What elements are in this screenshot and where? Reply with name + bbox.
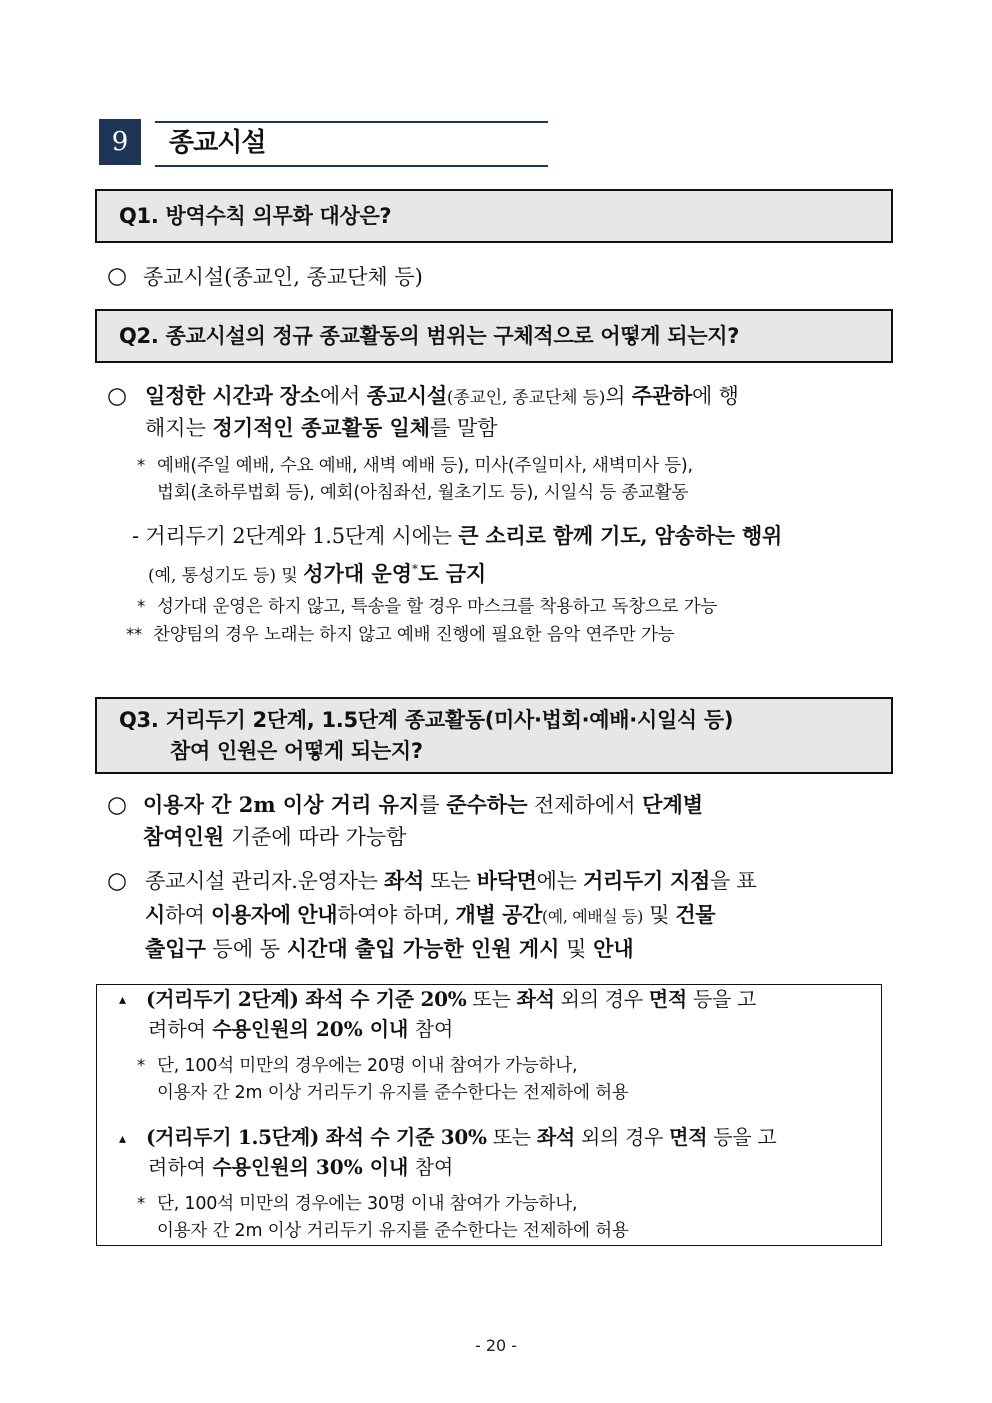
q2-note2: 성가대 운영은 하지 않고, 특송을 할 경우 마스크를 착용하고 독창으로 가능 — [157, 597, 718, 617]
text-bold: (거리두기 1.5단계) 좌석 수 기준 30% — [146, 1125, 487, 1149]
text: 려하여 — [148, 1017, 213, 1041]
text-bold: 주관하 — [631, 383, 693, 408]
text-bold: 이용자 간 2m 이상 거리 유지 — [143, 792, 420, 817]
text: 등에 동 — [205, 937, 287, 961]
text: 등을 고 — [707, 1125, 777, 1149]
q2-dash-line2 — [148, 554, 486, 591]
text: 의 — [605, 384, 632, 408]
box-item1-line2 — [148, 1014, 453, 1044]
text-bold: 이용자에 안내 — [210, 902, 338, 927]
section-number-badge: 9 — [99, 119, 141, 165]
q3-answer1-line1 — [143, 790, 703, 820]
text: 를 — [419, 793, 447, 817]
text: 참여 — [408, 1017, 454, 1041]
text-bold: 시 — [145, 902, 165, 927]
text-bold: 면적 — [648, 987, 687, 1011]
q2-dash-line1 — [132, 521, 782, 551]
text: 려하여 — [148, 1155, 213, 1179]
note-asterisk: * — [137, 597, 146, 616]
circle-bullet-icon: ○ — [107, 383, 128, 409]
page-number: - 20 - — [474, 1336, 518, 1355]
q3-answer2-line1 — [145, 866, 756, 896]
text-bold: 안내 — [593, 936, 634, 961]
q2-answer-line1 — [145, 381, 739, 413]
text: 등을 고 — [686, 987, 757, 1011]
text-bold: 준수하는 — [446, 792, 528, 817]
text: 종교시설 관리자.운영자는 — [145, 869, 384, 893]
text: 참여 — [408, 1155, 454, 1179]
text-bold: 거리두기 지점 — [583, 868, 710, 893]
text: 또는 — [486, 1125, 537, 1149]
note-asterisk: * — [137, 1194, 146, 1213]
section-title-bar — [155, 121, 548, 167]
q2-note1-line1: 예배(주일 예배, 수요 예배, 새벽 예배 등), 미사(주일미사, 새벽미사 등), — [157, 456, 693, 476]
question-q3-line2: 참여 인원은 어떻게 되는지? — [170, 739, 423, 763]
triangle-bullet-icon: ▴ — [119, 992, 127, 1008]
text: 해지는 — [145, 416, 213, 440]
text: 전제하에서 — [527, 793, 643, 817]
text-bold: 일정한 시간과 장소 — [145, 383, 320, 408]
question-q1: Q1. 방역수칙 의무화 대상은? — [119, 204, 392, 228]
text-bold: 단계별 — [642, 792, 704, 817]
text-bold: 정기적인 종교활동 일체 — [212, 415, 431, 440]
text-small: (예, 예배실 등) — [541, 907, 643, 926]
text: 및 — [642, 903, 676, 927]
q2-answer-line2 — [145, 413, 498, 443]
question-box-q2 — [95, 309, 893, 363]
note-double-asterisk: ** — [126, 625, 143, 644]
text-bold: 바닥면 — [476, 868, 537, 893]
text-small: (예, 통성기도 등) 및 — [148, 566, 304, 586]
question-q3-line1: Q3. 거리두기 2단계, 1.5단계 종교활동(미사·법회·예배·시일식 등) — [119, 708, 734, 732]
text-bold: 성가대 운영 — [303, 561, 412, 586]
text-bold: 종교시설 — [366, 383, 447, 408]
question-q2: Q2. 종교시설의 정규 종교활동의 범위는 구체적으로 어떻게 되는지? — [119, 324, 740, 348]
text-bold: 면적 — [669, 1125, 708, 1149]
text-bold: 도 금지 — [418, 561, 487, 586]
circle-bullet-icon: ○ — [107, 263, 128, 289]
text: - 거리두기 2단계와 1.5단계 시에는 — [132, 524, 459, 548]
text-bold: 개별 공간 — [455, 902, 542, 927]
text: 에 행 — [692, 384, 739, 408]
q2-note3: 찬양팀의 경우 노래는 하지 않고 예배 진행에 필요한 음악 연주만 가능 — [153, 625, 675, 645]
text: 을 표 — [709, 869, 757, 893]
text-bold: (거리두기 2단계) 좌석 수 기준 20% — [146, 987, 467, 1011]
note-asterisk: * — [137, 456, 146, 475]
circle-bullet-icon: ○ — [107, 868, 128, 894]
note-asterisk: * — [137, 1056, 146, 1075]
footnote-mark: * — [412, 562, 418, 576]
q3-answer2-line2 — [145, 900, 715, 932]
text: 를 말함 — [430, 416, 498, 440]
text-bold: 건물 — [675, 902, 716, 927]
box-item1-line1 — [146, 984, 756, 1014]
text-bold: 시간대 출입 가능한 인원 게시 — [286, 936, 560, 961]
q1-answer: 종교시설(종교인, 종교단체 등) — [143, 265, 423, 289]
circle-bullet-icon: ○ — [107, 792, 128, 818]
question-box-q3 — [95, 697, 893, 774]
text-bold: 출입구 — [145, 936, 206, 961]
question-box-q1 — [95, 189, 893, 243]
text-small: (종교인, 종교단체 등) — [446, 388, 606, 408]
text-bold: 수용인원의 20% 이내 — [212, 1017, 409, 1041]
text: 및 — [559, 937, 594, 961]
text: 또는 — [423, 869, 477, 893]
q3-answer1-line2 — [143, 822, 406, 852]
box-item2-line2 — [148, 1152, 453, 1182]
text: 하여야 하며, — [337, 903, 456, 927]
text-bold: 큰 소리로 함께 기도, 암송하는 행위 — [458, 523, 783, 548]
text: 외의 경우 — [574, 1125, 670, 1149]
text-bold: 좌석 — [516, 987, 555, 1011]
box-item2-line1 — [146, 1122, 776, 1152]
text: 하여 — [164, 903, 211, 927]
box-item1-note-line1: 단, 100석 미만의 경우에는 20명 이내 참여가 가능하나, — [157, 1056, 578, 1076]
text-bold: 수용인원의 30% 이내 — [212, 1155, 409, 1179]
text-bold: 좌석 — [383, 868, 424, 893]
box-item2-note-line1: 단, 100석 미만의 경우에는 30명 이내 참여가 가능하나, — [157, 1194, 578, 1214]
text-bold: 참여인원 — [143, 824, 225, 849]
box-item1-note-line2: 이용자 간 2m 이상 거리두기 유지를 준수한다는 전제하에 허용 — [157, 1083, 629, 1103]
q3-answer2-line3 — [145, 934, 634, 964]
section-title: 종교시설 — [169, 128, 266, 158]
text: 외의 경우 — [554, 987, 649, 1011]
triangle-bullet-icon: ▴ — [119, 1131, 127, 1147]
text-bold: 좌석 — [536, 1125, 575, 1149]
q2-note1-line2: 법회(초하루법회 등), 예회(아침좌선, 월초기도 등), 시일식 등 종교활동 — [157, 483, 689, 503]
text: 에는 — [536, 869, 584, 893]
text: 또는 — [466, 987, 517, 1011]
text: 기준에 따라 가능함 — [224, 825, 407, 849]
box-item2-note-line2: 이용자 간 2m 이상 거리두기 유지를 준수한다는 전제하에 허용 — [157, 1221, 629, 1241]
text: 에서 — [319, 384, 367, 408]
